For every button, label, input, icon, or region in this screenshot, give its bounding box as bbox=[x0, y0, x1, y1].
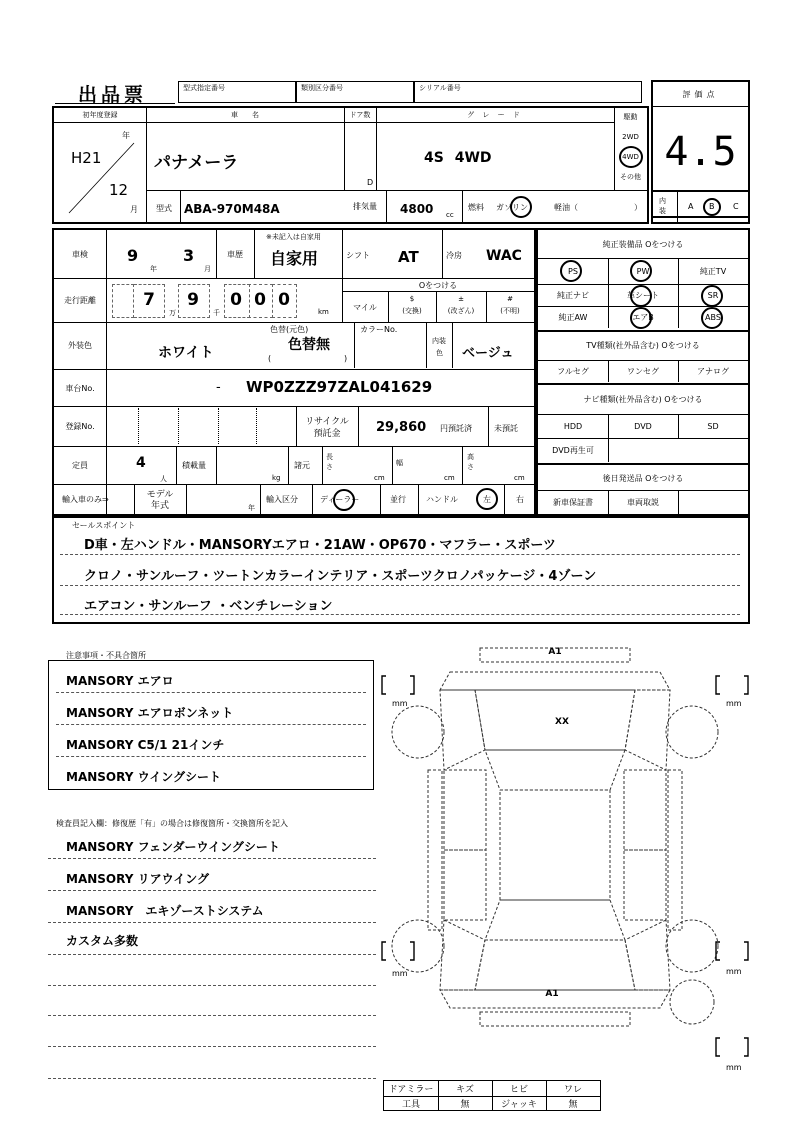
exterior-color: ホワイト bbox=[158, 345, 214, 361]
mm-label: mm bbox=[726, 967, 742, 976]
mm-label: mm bbox=[726, 699, 742, 708]
first-reg-month: 12 bbox=[109, 181, 129, 199]
first-reg-year: H21 bbox=[71, 149, 102, 167]
damage-table: ドアミラー キズ ヒビ ワレ 工具 無 ジャッキ 無 bbox=[383, 1080, 601, 1111]
mm-label: mm bbox=[392, 699, 408, 708]
a1-front-label: A1 bbox=[548, 647, 562, 657]
basic-info-block: 初年度登録 車 名 ドア数 グ レ ー ド 駆動 2WD 4WD その他 年 H21 12 月 パナメーラ D 4S 4WD 型式 ABA-970M48A 排気量 4800 cc 燃料 ガソリン 軽油（ ） bbox=[52, 106, 649, 224]
displacement: 4800 bbox=[400, 202, 434, 216]
fuel-gasoline: ガソリン bbox=[496, 203, 528, 212]
a1-rear-label: A1 bbox=[545, 989, 559, 999]
history-value: 自家用 bbox=[270, 249, 319, 268]
grade: 4S 4WD bbox=[424, 150, 492, 166]
mm-label: mm bbox=[392, 969, 408, 978]
class-number-box: 類別区分番号 bbox=[296, 81, 414, 103]
car-damage-diagram bbox=[380, 640, 750, 1080]
sales-point-line: クロノ・サンルーフ・ツートンカラーインテリア・スポーツクロノパッケージ・4ゾーン bbox=[84, 569, 597, 584]
serial-number-box: シリアル番号 bbox=[414, 81, 642, 103]
drive-4wd: 4WD bbox=[622, 153, 639, 161]
form-title: 出品票 bbox=[78, 84, 148, 106]
score-box: 評価点 4.5 bbox=[651, 80, 750, 218]
vin-value: WP0ZZZ97ZAL041629 bbox=[246, 378, 433, 396]
model-code: ABA-970M48A bbox=[184, 202, 280, 216]
xx-roof-label: XX bbox=[555, 717, 569, 727]
sales-point-line: エアコン・サンルーフ ・ベンチレーション bbox=[84, 599, 333, 614]
car-name: パナメーラ bbox=[154, 153, 239, 173]
score-value: 4.5 bbox=[664, 129, 737, 175]
details-block bbox=[52, 228, 536, 516]
sales-point-line: D車・左ハンドル・MANSORYエアロ・21AW・OP670・マフラー・スポーツ bbox=[84, 538, 556, 553]
model-designation-box: 型式指定番号 bbox=[178, 81, 296, 103]
interior-grade-box: 内装 A B C bbox=[651, 190, 750, 224]
mm-label: mm bbox=[726, 1063, 742, 1072]
